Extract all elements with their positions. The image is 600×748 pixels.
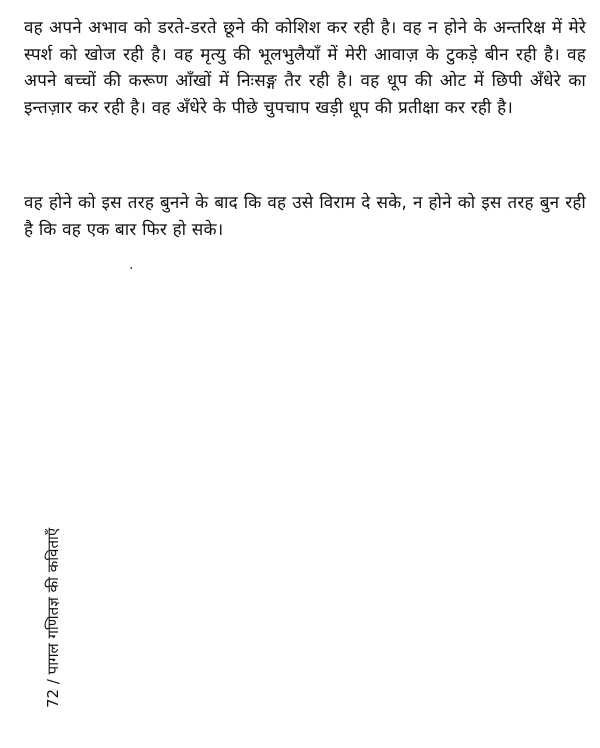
paragraph-1: वह अपने अभाव को डरते-डरते छूने की कोशिश कर रही है। वह न होने के अन्तरिक्ष में मेरे स्पर्श को खोज रही है। वह मृत्यु की भूलभुलैयाँ में मेरी आवाज़ के टुकड़े बीन रही है। वह अपने बच्चों की करूण आँखों में निःसङ्ग तैर रही है। वह धूप की ओट में छिपी अँधेरे का इन्तज़ार कर रही है। वह अँधेरे के पीछे चुपचाप खड़ी धूप की प्रतीक्षा कर रही है।	[24, 18, 586, 118]
page-number-and-book-title: 72 / पागल गणितज्ञ की कविताएँ	[44, 527, 62, 708]
stray-mark: ·	[129, 261, 134, 277]
paragraph-2: वह होने को इस तरह बुनने के बाद कि वह उसे विराम दे सके, न होने को इस तरह बुन रही है कि वह एक बार फिर हो सके।	[24, 193, 586, 240]
